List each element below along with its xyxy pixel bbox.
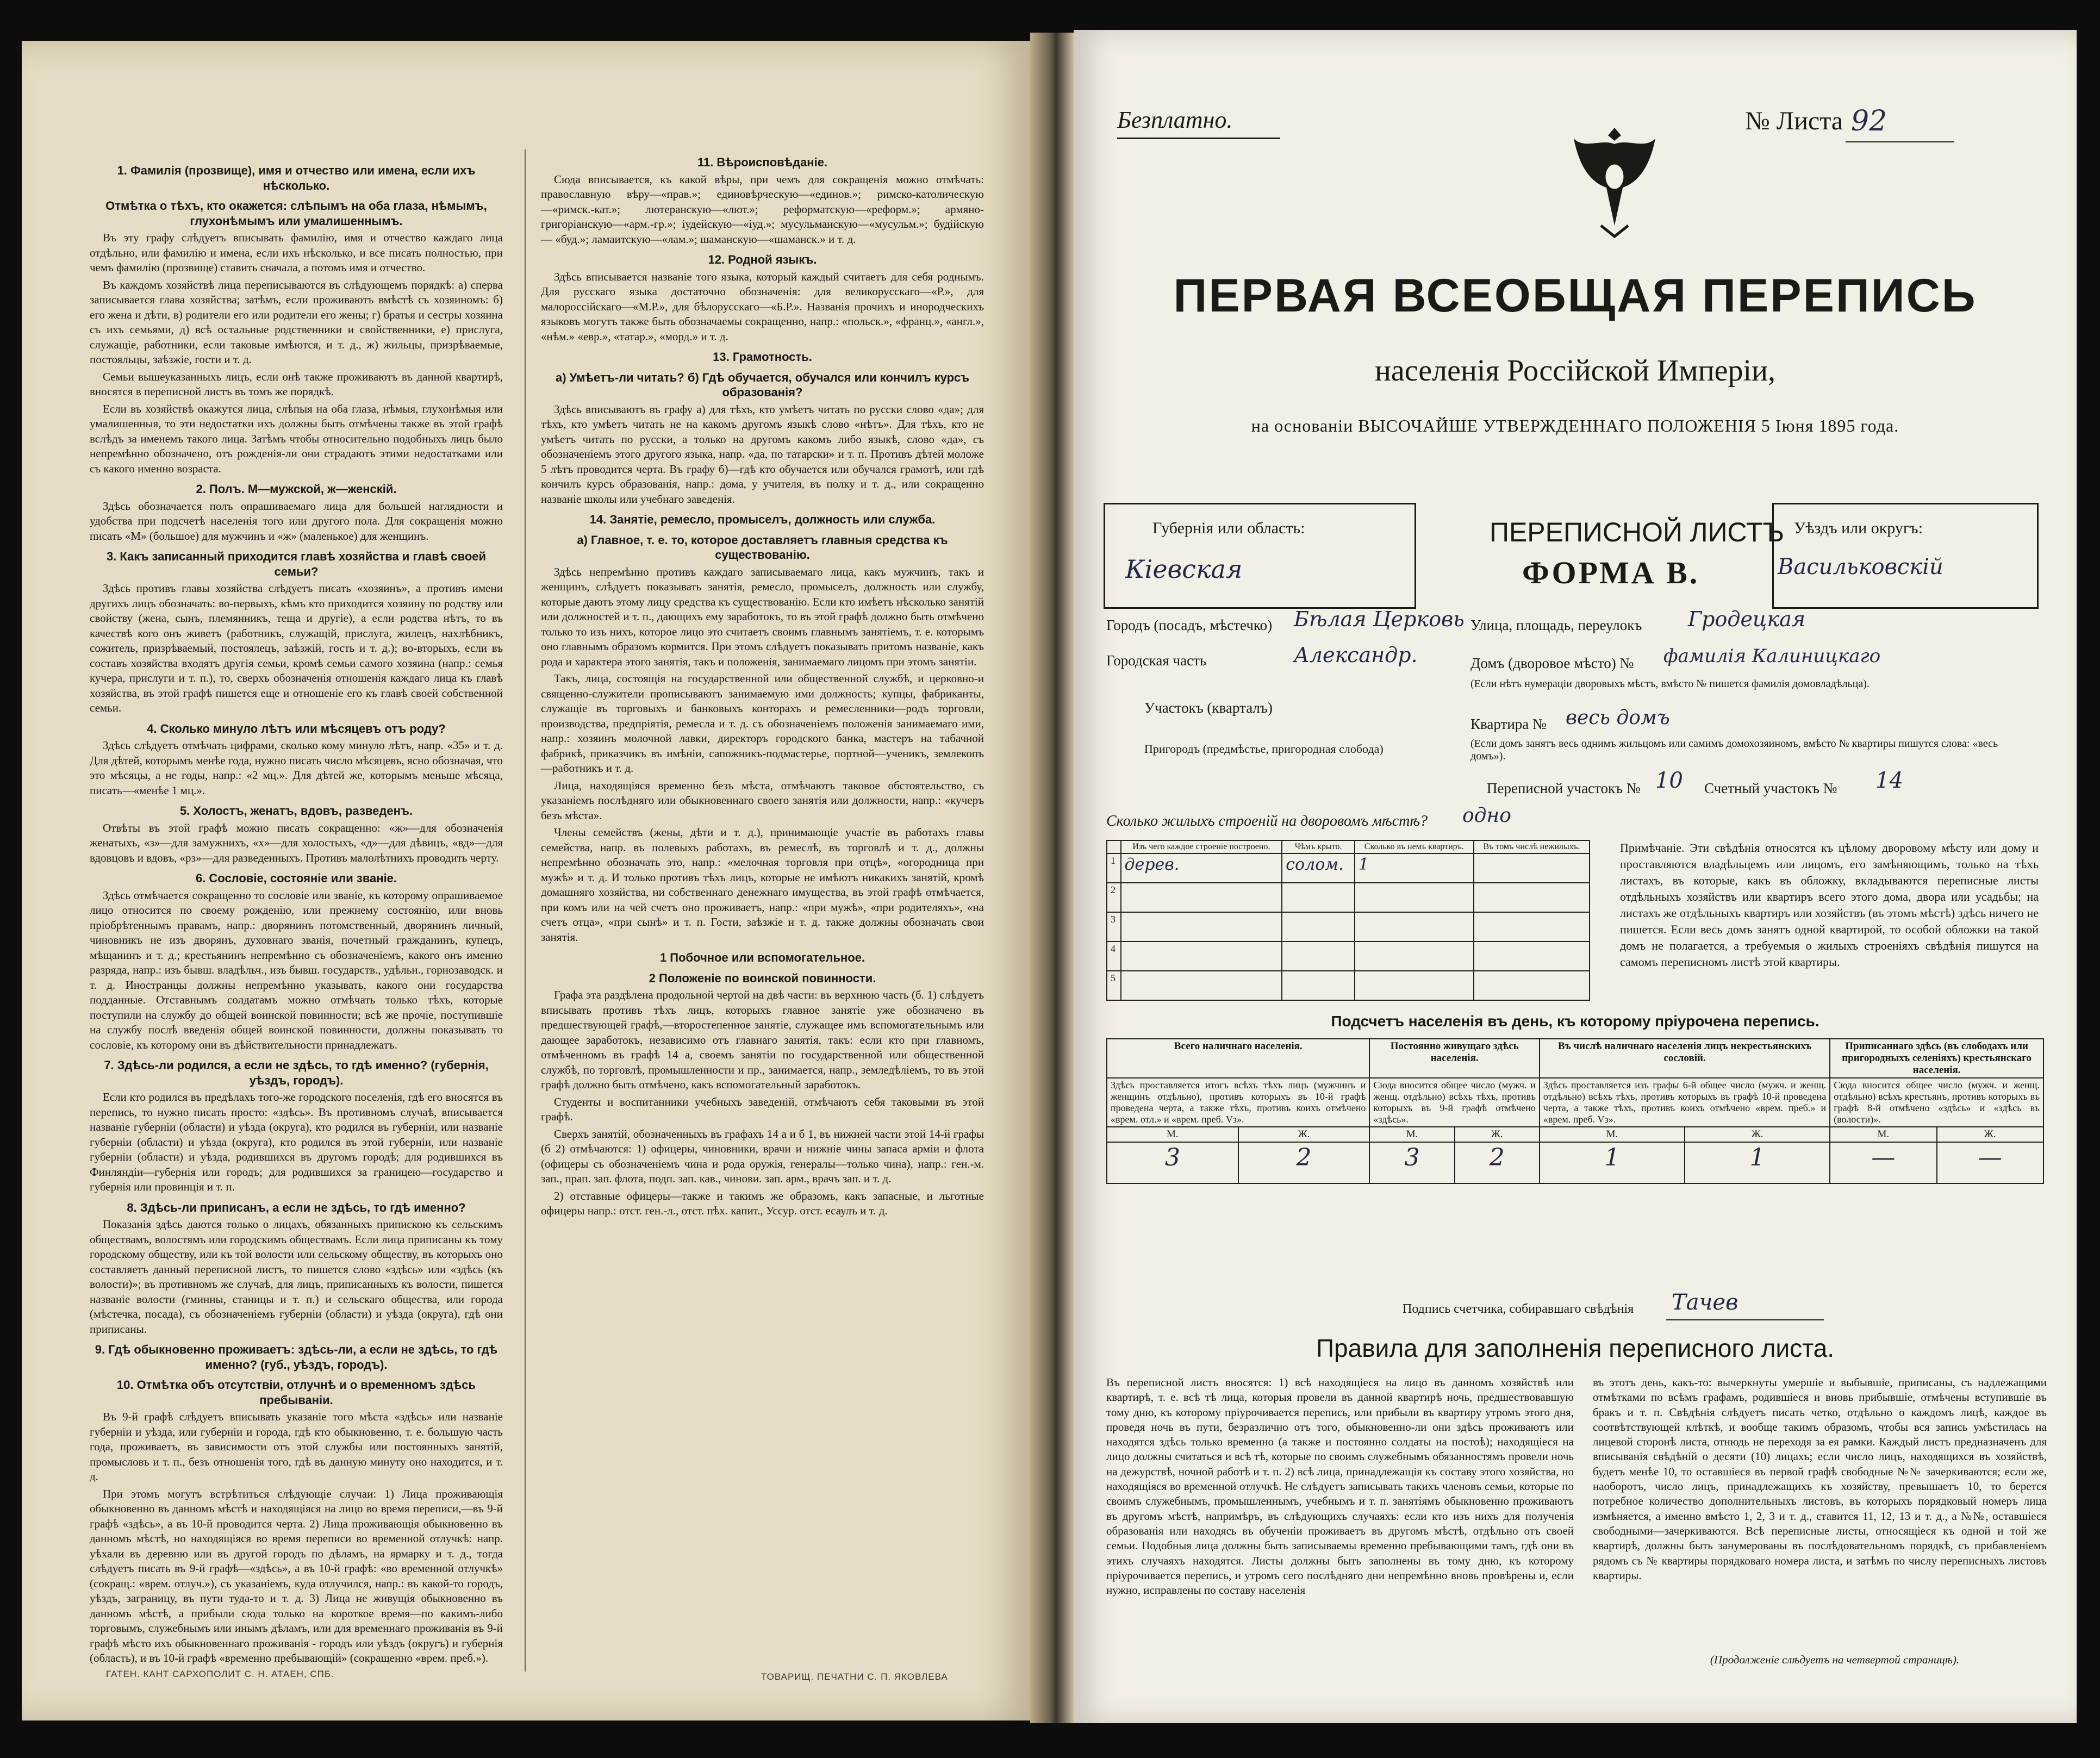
roof-cell [1282, 912, 1355, 942]
book-spine [1030, 33, 1074, 1723]
row-number: 4 [1107, 942, 1121, 971]
count-value: 2 [1238, 1142, 1370, 1183]
paragraph: Члены семействъ (жены, дѣти и т. д.), принимающіе участіе въ работахъ главы семейства, напр. въ полевыхъ работахъ, въ ремеслѣ, въ торговлѣ и т. д., должны непремѣнно обозначать это, напр.: «мелочная торговля при отцѣ», «огородница при мужѣ» и т. д. И только противъ тѣхъ лицъ, которые не имѣютъ никакихъ занятій, кромѣ домашняго хозяйства, ни собственнаго денежнаго имущества, въ этой графѣ отмѣчается, при комъ или на чей счетъ оно проживаетъ, напр.: «при мужѣ», «при родителяхъ», «на счетъ отца», «при сынѣ» и т. п. Гости, заѣзжіе и т. д. также должны обозначать свои занятія. [541, 826, 984, 944]
population-count-table [1106, 1038, 2044, 1184]
section-heading: 13. Грамотность. [713, 350, 812, 364]
city-label: Городъ (посадъ, мѣстечко) [1106, 617, 1273, 633]
section-heading: 4. Сколько минуло лѣтъ или мѣсяцевъ отъ роду? [147, 721, 446, 735]
paragraph: Здѣсь обозначается полъ опрашиваемаго лица для большей наглядности и удобства при подсчетѣ населенія того или другого пола. Для сокращенія можно писать «М» (большое) для мужчинъ и «ж» (маленькое) для женщинъ. [90, 499, 503, 543]
kv-note: (Если домъ занятъ весь однимъ жильцомъ или самимъ домохозяиномъ, вмѣсто № квартиры пишутся слова: «весь домъ»). [1470, 738, 1998, 762]
city-part-label: Городская часть [1106, 652, 1207, 669]
material-cell [1121, 912, 1282, 942]
rules-title: Правила для заполненія переписного листа. [1316, 1334, 1835, 1362]
material-cell [1121, 942, 1282, 971]
city-value: Бѣлая Церковь [1294, 607, 1465, 631]
paragraph: Показанія здѣсь даются только о лицахъ, обязанныхъ припискою къ сельскимъ обществамъ, волостямъ или городскимъ обществамъ. Если лица приписаны къ тому городскому обществу, или къ той волости или сельскому обществу, въ которыхъ оно составляетъ данный переписной листъ, то пишется слово «здѣсь» или «здѣсь (къ волости)»; въ противномъ же случаѣ, для лицъ, приписанныхъ къ волости, пишется названіе волости (гминны, станицы и т. п.) и сельскаго общества, или города (мѣстечка, посада), съ обозначеніемъ губерніи (области) и уѣзда (округа), гдѣ они приписаны. [90, 1218, 503, 1336]
sheet-number-value: 92 [1851, 105, 1887, 138]
apartments-cell [1355, 883, 1474, 912]
section-heading: 10. Отмѣтка объ отсутствіи, отлучнѣ и о временномъ здѣсь пребываніи. [116, 1378, 476, 1407]
section-heading: 11. Вѣроисповѣданіе. [697, 155, 828, 169]
apartments-cell [1355, 912, 1474, 942]
printer-imprint-left: ГАТЕН. КАНТ САРХОПОЛИТ С. Н. АТАЕН, СПБ. [106, 1669, 334, 1679]
instructions-column-1 [90, 158, 503, 1665]
prigorod-label: Пригородъ (предмѣстье, пригородная слобода) [1144, 742, 1384, 756]
column-header: Въ томъ числѣ нежилыхъ. [1474, 840, 1590, 853]
sex-header: Ж. [1455, 1127, 1540, 1142]
count-column-description: Здѣсь проставляется итогъ всѣхъ тѣхъ лицъ (мужчинъ и женщинъ отдѣльно), противъ которыхъ въ 10-й графѣ проведена черта, а также тѣхъ, противъ коихъ отмѣчено «врем. отл.» и «врем. преб. Vз». [1107, 1078, 1369, 1127]
section-heading: 14. Занятіе, ремесло, промыселъ, должность или служба. [589, 513, 936, 526]
sex-header: М. [1540, 1127, 1685, 1142]
gubernia-value: Кіевская [1125, 554, 1243, 584]
row-number-header [1107, 840, 1121, 853]
street-label: Улица, площадь, переулокъ [1470, 617, 1642, 633]
sex-header: Ж. [1685, 1127, 1830, 1142]
count-column-description: Здѣсь проставляется изъ графы 6-й общее число (мужч. и женщ. отдѣльно) всѣхъ тѣхъ, противъ которыхъ въ графѣ 10-й проведена черта, а также тѣхъ, противъ коихъ отмѣчено «врем. преб.» и «врем. преб. Vз». [1540, 1078, 1830, 1127]
paragraph: Въ эту графу слѣдуетъ вписывать фамилію, имя и отчество каждаго лица отдѣльно, или фамилію и имена, если ихъ нѣсколько, и все писать полностью, при чемъ фамилію (прозвище) ставить сначала, а потомъ имя и отчество. [90, 231, 503, 274]
count-value: 1 [1540, 1142, 1685, 1183]
paragraph: Такъ, лица, состоящія на государственной или общественной службѣ, и церковно-и священно-служители прописываютъ занимаемую ими должность; купцы, фабриканты, служащіе въ торговыхъ и банковыхъ конторахъ и ремесленники—родъ торговли, производства, предпріятія, ремесла и т. д. съ обозначеніемъ положенія занимаемаго ими, напр.: хозяинъ молочной лавки, директоръ городского банка, мастеръ на табачной фабрикѣ, приказчикъ въ имѣніи, сапожникъ-подмастерье, портной—ученикъ, землекопъ—работникъ и т. д. [541, 672, 984, 775]
sex-header: М. [1369, 1127, 1454, 1142]
row-number: 1 [1107, 853, 1121, 883]
kv-label: Квартира № [1470, 716, 1547, 732]
count-column-header: Приписаннаго здѣсь (въ слободахъ или пригородныхъ селеніяхъ) крестьянскаго населенія. [1830, 1039, 2043, 1078]
roof-cell [1282, 971, 1355, 1000]
gubernia-label: Губернія или область: [1152, 519, 1305, 537]
perepis-value: 10 [1655, 768, 1683, 793]
paragraph: Здѣсь вписываютъ въ графу а) для тѣхъ, кто умѣетъ читать по русски слово «да»; для тѣхъ, кто умѣетъ читать не на какомъ другомъ языкѣ слово «нѣтъ». Для тѣхъ, кто не умѣетъ читать по русски, а только на другомъ какомъ либо языкѣ, слово «да», съ обозначеніемъ этого другого языка, напр. «да, по татарски» и т. п. Противъ дѣтей моложе 5 лѣтъ проводится черта. Въ графу б)—гдѣ кто обучается или обучался грамотѣ, или гдѣ кончилъ курсъ образованія, напр.: дома, у учителя, въ полку и т. д., или сокращенно названіе школы или учебнаго заведенія. [541, 402, 984, 506]
nonresidential-cell [1474, 883, 1590, 912]
material-cell [1121, 883, 1282, 912]
sex-header: М. [1107, 1127, 1238, 1142]
column-divider [525, 149, 526, 1672]
signature-underline [1666, 1319, 1824, 1320]
section-heading: Отмѣтка о тѣхъ, кто окажется: слѣпымъ на оба глаза, нѣмымъ, глухонѣмымъ или умалишеннымъ. [105, 199, 487, 228]
section-heading: 5. Холостъ, женатъ, вдовъ, разведенъ. [179, 804, 413, 818]
city-part-value: Александр. [1294, 643, 1418, 667]
paragraph: Графа эта раздѣлена продольной чертой на двѣ части: въ верхнюю часть (б. 1) слѣдуетъ вписывать противъ тѣхъ лицъ, которыхъ главное занятіе уже обозначено въ предшествующей графѣ,—второстепенное занятіе, служащее имъ вспомогательнымъ или дающее заработокъ, независимо отъ главнаго занятія, такъ: если кто при главномъ, отмѣченномъ въ графѣ 14 а, своемъ занятіи по государственной или общественной службѣ, по торговлѣ, промышленности и пр., занимается, напр., земледѣліемъ, то въ этой графѣ должно быть отмѣчено, какъ вспомогательный заработокъ. [541, 988, 984, 1091]
table-row [1107, 971, 1590, 1000]
buildings-note: Примѣчаніе. Эти свѣдѣнія относятся къ цѣлому дворовому мѣсту или дому и проставляются владѣльцемъ или лицомъ, его замѣняющимъ, только на тѣхъ листахъ, въ которые, какъ въ обложку, вкладываются переписные листы отдѣльныхъ хозяйствъ или квартиръ всего этого дома, двора или усадьбы; на листахъ же отдѣльныхъ квартиръ или хозяйствъ (въ этомъ мѣстѣ) здѣсь ничего не пишется. Если весь домъ занятъ одной квартирой, то особой обложки на такой домъ не полагается, а требуемыя о жилыхъ строеніяхъ свѣдѣнія пишутся на самомъ переписномъ листѣ этой квартиры. [1620, 841, 2039, 969]
house-note: (Если нѣтъ нумераціи дворовыхъ мѣстъ, вмѣсто № пишется фамилія домовладѣльца). [1470, 678, 1870, 690]
row-number: 3 [1107, 912, 1121, 942]
count-column-header: Постоянно живущаго здѣсь населенія. [1369, 1039, 1539, 1078]
population-count-title: Подсчетъ населенія въ день, къ которому пріурочена перепись. [1331, 1013, 1819, 1030]
count-column-description: Сюда вносится общее число (мужч. и женщ. отдѣльно) всѣхъ крестьянъ, противъ которыхъ въ графѣ 8-й отмѣчено «здѣсь» и «здѣсь въ (волости)». [1830, 1078, 2043, 1127]
apartments-cell [1355, 942, 1474, 971]
paragraph: Студенты и воспитанники учебныхъ заведеній, отмѣчаютъ себя таковыми въ этой графѣ. [541, 1095, 984, 1123]
schet-label: Счетный участокъ № [1704, 780, 1837, 796]
apartments-cell [1355, 971, 1474, 1000]
paragraph: Здѣсь непремѣнно противъ каждаго записываемаго лица, какъ мужчинъ, такъ и женщинъ, слѣдуетъ показывать занятія, ремесло, промыселъ, должность или службу, которые даютъ этому лицу средства къ существованію. Если кто имѣетъ нѣсколько занятій или должностей и т. п., дающихъ ему заработокъ, то въ этой графѣ должно быть отмѣчено только то изъ нихъ, которое лицо это считаетъ своимъ главнымъ занятіемъ, т. е. которымъ оно главнымъ образомъ кормится. При этомъ слѣдуетъ показывать притомъ названіе, какъ рода и характера этого занятія, такъ и положенія, занимаемаго лицомъ при этомъ занятіи. [541, 565, 984, 668]
street-value: Гродецкая [1688, 607, 1805, 631]
row-number: 2 [1107, 883, 1121, 912]
paragraph: Лица, находящіяся временно безъ мѣста, отмѣчаютъ таковое обстоятельство, съ указаніемъ послѣдняго или обыкновеннаго своего занятія или должности, напр.: «кучеръ безъ мѣста». [541, 778, 984, 822]
table-row [1107, 942, 1590, 971]
paragraph: Если въ хозяйствѣ окажутся лица, слѣпыя на оба глаза, нѣмыя, глухонѣмыя или умалишенныя, то эти недостатки ихъ должны быть отмѣчены также въ этой графѣ вслѣдъ за именемъ такого лица. Затѣмъ чтобы относительно подобныхъ лицъ было непремѣнно обозначено, отъ рожденія-ли они страдаютъ этими недостатками или съ какого именно возраста. [90, 402, 503, 475]
rules-continued: (Продолженіе слѣдуетъ на четвертой страницѣ). [1710, 1653, 1960, 1666]
imperial-eagle-emblem [1568, 117, 1661, 242]
census-title: ПЕРВАЯ ВСЕОБЩАЯ ПЕРЕПИСЬ [1173, 270, 1977, 322]
section-heading: 1 Побочное или вспомогательное. [659, 951, 865, 964]
apartments-cell: 1 [1355, 853, 1474, 883]
count-column-description: Сюда вносится общее число (мужч. и женщ. отдѣльно) всѣхъ тѣхъ, противъ которыхъ въ 9-й графѣ отмѣчено «здѣсь». [1369, 1078, 1539, 1127]
material-cell [1121, 971, 1282, 1000]
free-underline [1117, 138, 1280, 139]
instructions-column-2 [541, 149, 984, 1650]
paragraph: Въ 9-й графѣ слѣдуетъ вписывать указаніе того мѣста «здѣсь» или названіе губерніи и уѣзда, или губерніи и города, гдѣ кто обыкновенно, т. е. большую часть года, проживаетъ, въ зависимости отъ этой службы или постоянныхъ занятій, промысловъ и т. п., безъ отношенія того, гдѣ въ данную минуту оно находится, и т. д. [90, 1410, 503, 1483]
uezd-value: Васильковскій [1778, 554, 1943, 579]
sheet-number-label: № Листа [1745, 107, 1843, 135]
census-basis: на основаніи ВЫСОЧАЙШЕ УТВЕРЖДЕННАГО ПОЛОЖЕНІЯ 5 Іюня 1895 года. [1251, 416, 1899, 435]
roof-cell [1282, 942, 1355, 971]
count-column-header: Всего наличнаго населенія. [1107, 1039, 1369, 1078]
count-value: 3 [1369, 1142, 1454, 1183]
count-value: — [1830, 1142, 1936, 1183]
paragraph: Здѣсь вписывается названіе того языка, который каждый считаетъ для себя роднымъ. Для русскаго языка достаточно обозначенія: для великорусскаго—«Р.», для малороссійскаго—«М.Р.», для бѣлорусскаго—«Б.Р.». Названія прочихъ и инородческихъ языковъ могутъ также быть обозначаемы сокращенно, напр.: «польск.», «франц.», «англ.», «нѣм.» «евр.», «татар.», «морд.» и т. д. [541, 270, 984, 343]
table-row [1107, 853, 1590, 883]
sex-header: Ж. [1937, 1127, 2043, 1142]
section-heading: 1. Фамилія (прозвище), имя и отчество или имена, если ихъ нѣсколько. [117, 164, 476, 192]
column-header: Изъ чего каждое строеніе построено. [1121, 840, 1282, 853]
form-title-line1: ПЕРЕПИСНОЙ ЛИСТЪ [1490, 517, 1785, 547]
paragraph: Семьи вышеуказанныхъ лицъ, если онѣ также проживаютъ въ данной квартирѣ, вносятся в переписной листъ въ томъ же порядкѣ. [90, 370, 503, 398]
printer-imprint-right: ТОВАРИЩ. ПЕЧАТНИ С. П. ЯКОВЛЕВА [761, 1672, 948, 1682]
right-page [1074, 30, 2077, 1723]
signature-value: Тачев [1672, 1290, 1738, 1315]
table-row [1107, 883, 1590, 912]
section-heading: 9. Гдѣ обыкновенно проживаетъ: здѣсь-ли, а если не здѣсь, то гдѣ именно? (губ., уѣздъ, городъ). [95, 1343, 498, 1372]
nonresidential-cell [1474, 942, 1590, 971]
form-title-line2: ФОРМА В. [1522, 555, 1700, 590]
zhil-value: одно [1462, 805, 1511, 827]
perepis-label: Переписной участокъ № [1487, 780, 1641, 796]
roof-cell [1282, 883, 1355, 912]
paragraph: Сюда вписывается, къ какой вѣры, при чемъ для сокращенія можно отмѣчать: православную вѣру—«прав.»; единовѣрческую—«единов.»; римско-католическую—«римск.-кат.»; лютеранскую—«лют.»; реформатскую—«реформ.»; армяно-григоріанскую—«арм.-гр.»; іудейскую—«іуд.»; мусульманскую—«мусульм.»; будійскую — «буд.»; ламаитскую—«лам.»; шаманскую—«шаманск.» и т. д. [541, 172, 984, 246]
rules-column-left: Въ переписной листъ вносятся: 1) всѣ находящіеся на лицо въ данномъ хозяйствѣ или квартирѣ, т. е. всѣ тѣ лица, которыя провели въ данной квартирѣ ночь, предшествовавшую тому дню, къ которому пріурочивается перепись, или прибыли въ квартиру утромъ этого дня, проведя ночь въ пути, безразлично отъ того, обыкновенно-ли они здѣсь проживаютъ или находятся здѣсь только временно (а также и постоянно солдаты на постоѣ); находящіеся на лицо должны считаться и всѣ тѣ, которые по своимъ служебнымъ обязанностямъ провели ночь на дежурствѣ, ночной работѣ и т. п. 2) всѣ лица, принадлежащія къ составу этого хозяйства, но находящіяся во временной отлучкѣ. Не слѣдуетъ записывать такихъ членовъ семьи, которые по своимъ служебнымъ, промышленнымъ, учебнымъ и т. п. занятіямъ обыкновенно проживаютъ въ другомъ мѣстѣ, напримѣръ, въ слѣдующихъ случаяхъ: если кто изъ нихъ для полученія образованія или находясь въ обученіи проживаетъ въ другомъ мѣстѣ, отдѣльно отъ своей семьи. Подобныя лица должны быть записываемы временно пребывающими тамъ, гдѣ они въ этихъ случаяхъ находятся. Листы должны быть заполнены въ тому дню, къ которому пріурочивается перепись, и утромъ сего послѣдняго дни непремѣнно вновь провѣрены и, если нужно, исправлены по составу населенія [1106, 1376, 1574, 1597]
section-heading: 3. Какъ записанный приходится главѣ хозяйства и главѣ своей семьи? [106, 550, 487, 578]
sex-header: М. [1830, 1127, 1936, 1142]
table-row [1107, 912, 1590, 942]
uezd-label: Уѣздъ или округъ: [1794, 519, 1923, 537]
count-value: 1 [1685, 1142, 1830, 1183]
row-number: 5 [1107, 971, 1121, 1000]
column-header: Чѣмъ крыто. [1282, 840, 1355, 853]
section-heading: 2 Положеніе по воинской повинности. [649, 971, 876, 985]
section-heading: а) Умѣетъ-ли читать? б) Гдѣ обучается, обучался или кончилъ курсъ образованія? [556, 370, 969, 399]
sex-header: Ж. [1238, 1127, 1370, 1142]
section-heading: 12. Родной языкъ. [708, 253, 817, 266]
paragraph: Отвѣты въ этой графѣ можно писать сокращенно: «ж»—для обозначенія женатыхъ, «з»—для замужнихъ, «х»—для холостыхъ, «д»—для дѣвицъ, «вд»—для вдовцовъ и вдовъ, «рз»—для разведенныхъ. Противъ малолѣтнихъ проводить черту. [90, 821, 503, 864]
signature-label: Подпись счетчика, собиравшаго свѣдѣнія [1403, 1302, 1634, 1316]
uchastok-label: Участокъ (кварталъ) [1144, 700, 1273, 716]
house-label: Домъ (дворовое мѣсто) № [1470, 655, 1634, 671]
zhil-label: Сколько жилыхъ строеній на дворовомъ мѣстѣ? [1106, 813, 1428, 830]
count-value: 3 [1107, 1142, 1238, 1183]
column-header: Сколько въ немъ квартиръ. [1355, 840, 1474, 853]
count-column-header: Въ числѣ наличнаго населенія лицъ некрестьянскихъ сословій. [1540, 1039, 1830, 1078]
paragraph: При этомъ могутъ встрѣтиться слѣдующіе случаи: 1) Лица проживающія обыкновенно въ данномъ мѣстѣ и находящіяся на лицо во время переписи,—въ 9-й графѣ «здѣсь», а въ 10-й проводится черта. 2) Лица проживающія обыкновенно въ данномъ мѣстѣ, но находящіяся во время переписи во временной отлучкѣ: напр. уѣхали въ деревню или въ другой городъ по дѣламъ, на ярмарку и т. д., тогда слѣдуетъ писать въ 9-й графѣ—«здѣсь», а въ 10-й графѣ: «во временной отлучкѣ» (сокращ.: «врем. отлуч.»), съ указаніемъ, куда отлучился, напр.: въ какой-то городъ, уѣздъ, заграницу, въ пути туда-то и т. д. 3) Лица не живущія обыкновенно въ данномъ мѣстѣ, а прибыли сюда только на короткое время—по какимъ-либо торговымъ, служебнымъ или инымъ дѣламъ, или для временнаго проживанія въ 9-й графѣ мѣсто ихъ обыкновеннаго проживанія - городъ или уѣздъ (округъ) и губернія (область), и въ 10-й графѣ «временно пребывающій» (сокращенно «врем. преб.»). [90, 1487, 503, 1665]
section-heading: 6. Сословіе, состояніе или званіе. [195, 871, 397, 885]
buildings-table [1106, 840, 1590, 1001]
paragraph: Въ каждомъ хозяйствѣ лица переписываются въ слѣдующемъ порядкѣ: а) сперва записывается глава хозяйства; затѣмъ, если проживаютъ вмѣстѣ съ хозяиномъ: б) его жена и дѣти, в) родители его или родители его жены; г) братья и сестры хозяина съ ихъ семьями, д) всѣ остальные родственники и свойственники, е) прислуга, служащіе, работники, если таковые имѣются, и т. д., ж) жильцы, призрѣваемые, постояльцы, заѣзжіе, гости и т. д. [90, 278, 503, 366]
left-page [22, 41, 1030, 1720]
paragraph: Здѣсь слѣдуетъ отмѣчать цифрами, сколько кому минуло лѣтъ, напр. «35» и т. д. Для дѣтей, которымъ менѣе года, нужно писать число мѣсяцевъ, ясно обозначая, что это мѣсяцы, а не годы, напр.: «2 мц.». Для дѣтей же, которымъ меньше мѣсяца, писать—«менѣе 1 мц.». [90, 739, 503, 797]
section-heading: 8. Здѣсь-ли приписанъ, а если не здѣсь, то гдѣ именно? [127, 1200, 466, 1214]
paragraph: Здѣсь отмѣчается сокращенно то сословіе или званіе, къ которому опрашиваемое лицо относится по своему рожденію, или прежнему состоянію, или вновь пріобрѣтеннымъ правамъ, напр.: дворянинъ потомственный, дворянинъ личный, чиновникъ не изъ дворянъ, духовнаго званія, почетный гражданинъ, купецъ, мѣщанинъ и т. д.; крестьянинъ непремѣнно съ обозначеніемъ, какого онъ именно разряда, напр.: изъ бывш. владѣльч., изъ бывш. государств., удѣльн., горнозаводск. и т. д. Иностранцы должны непремѣнно указывать, какого они государства подданные. Отставнымъ солдатамъ можно отмѣчать только тѣхъ, которые поступили на службу до общей воинской повинности; всѣ же прочіе, поступившіе на службу послѣ введенія общей воинской повинности, должны показывать то сословіе, къ которому они въ дѣйствительности принадлежатъ. [90, 888, 503, 1051]
section-heading: 2. Полъ. М—мужской, ж—женскій. [196, 482, 397, 496]
kv-value: весь домъ [1566, 707, 1670, 729]
roof-cell: солом. [1282, 853, 1355, 883]
paragraph: 2) отставные офицеры—также и такимъ же образомъ, какъ запасные, и льготные офицеры напр.: отст. ген.-л., отст. пѣх. капит., Уссур. отст. есаулъ и т. д. [541, 1189, 984, 1217]
schet-value: 14 [1875, 768, 1903, 793]
free-label: Безплатно. [1117, 107, 1233, 133]
material-cell: дерев. [1121, 853, 1282, 883]
paragraph: Если кто родился въ предѣлахъ того-же городского поселенія, гдѣ его вносятся въ перепись, то нужно писать просто: «здѣсь». Въ противномъ случаѣ, вписывается названіе губерніи (области) и уѣзда (округа), кто родился въ губерніи, или названіе губерніи (области) и уѣзда (округа), кто родился въ этой губерніи, или названіе губерніи (области) и уѣзда, родившихся въ другомъ городѣ; для родившихся въ Финляндіи—губернія или городъ; для родившихся за границею—государство и губернія или провинція и т. п. [90, 1090, 503, 1193]
count-value: 2 [1455, 1142, 1540, 1183]
rules-column-right: въ этотъ день, какъ-то: вычеркнуты умершіе и выбывшіе, приписаны, съ надлежащими отмѣтками по всѣмъ графамъ, родившіеся и вновь прибывшіе, отмѣчены вступившіе въ бракъ и т. п. Свѣдѣнія слѣдуетъ писать четко, отдѣльно о каждомъ лицѣ, каждое въ соотвѣтствующей клѣткѣ, и вообще такимъ образомъ, чтобы вся запись умѣстилась на лицевой сторонѣ листа, отнюдь не переходя за ея рамки. Каждый листъ предназначенъ для вписыванія свѣдѣній о десяти (10) лицахъ; если число лицъ, находящихся въ хозяйствѣ, будетъ менѣе 10, то оставшіеся въ первой графѣ свободные №№ зачеркиваются; если же, наоборотъ, число лицъ, принадлежащихъ къ хозяйству, превышаетъ 10, то берется потребное количество дополнительныхъ листовъ, въ которыхъ порядковый номеръ лица измѣняется, а именно вмѣсто 1, 2, 3 и т. д., ставится 11, 12, 13 и т. д., а №№, оставшіеся свободными—зачеркиваются. Всѣ переписные листы, относящіеся къ одной и той же квартирѣ, должны быть занумерованы въ послѣдовательномъ порядкѣ, съ прибавленіемъ рядомъ съ № квартиры порядковаго номера листа, и затѣмъ по числу переписныхъ листовъ квартиры. [1593, 1376, 2047, 1582]
count-value: — [1937, 1142, 2043, 1183]
nonresidential-cell [1474, 912, 1590, 942]
paragraph: Сверхъ занятій, обозначенныхъ въ графахъ 14 а и б 1, въ нижней части этой 14-й графы (б 2) отмѣчаются: 1) офицеры, чиновники, врачи и нижніе чины запаса арміи и флота (офицеры съ обозначеніемъ чина и рода оружія, генералы—только чина), напр.: ген.-м. зап., прап. зап. флота, подп. зап. кав., чинови. зап. арм., врачъ зап. и т. д. [541, 1127, 984, 1185]
section-heading: 7. Здѣсь-ли родился, а если не здѣсь, то гдѣ именно? (губернія, уѣздъ, городъ). [104, 1058, 489, 1087]
nonresidential-cell [1474, 853, 1590, 883]
house-value: фамилія Калиницкаго [1663, 645, 1881, 667]
census-subtitle: населенія Россійской Имперіи, [1374, 354, 1776, 388]
sheet-number-underline [1846, 141, 1954, 142]
section-heading: а) Главное, т. е. то, которое доставляетъ главныя средства къ существованію. [577, 533, 948, 562]
nonresidential-cell [1474, 971, 1590, 1000]
paragraph: Здѣсь противъ главы хозяйства слѣдуетъ писать «хозяинъ», а противъ имени другихъ лицъ обозначать: во-первыхъ, кѣмъ кто приходится хозяину по родству или свойству (жена, сынъ, племянникъ, теща и другіе), а если родства нѣтъ, то въ качествѣ кого онъ живетъ (работникъ, служащій, прислуга, жилецъ, нахлѣбникъ, сожитель, призрѣваемый, постоялецъ, заѣзжій, гость и т. д.); во-вторыхъ, если въ составъ хозяйства входятъ другія семьи, кромѣ семьи самого хозяина (напр.: семья кучера, прислуги и т. п.), то, сверхъ обозначенія отношенія каждаго лица къ главѣ хозяйства, въ этой графѣ пишется еще и отношеніе его къ главѣ своей собственной семьи. [90, 582, 503, 714]
